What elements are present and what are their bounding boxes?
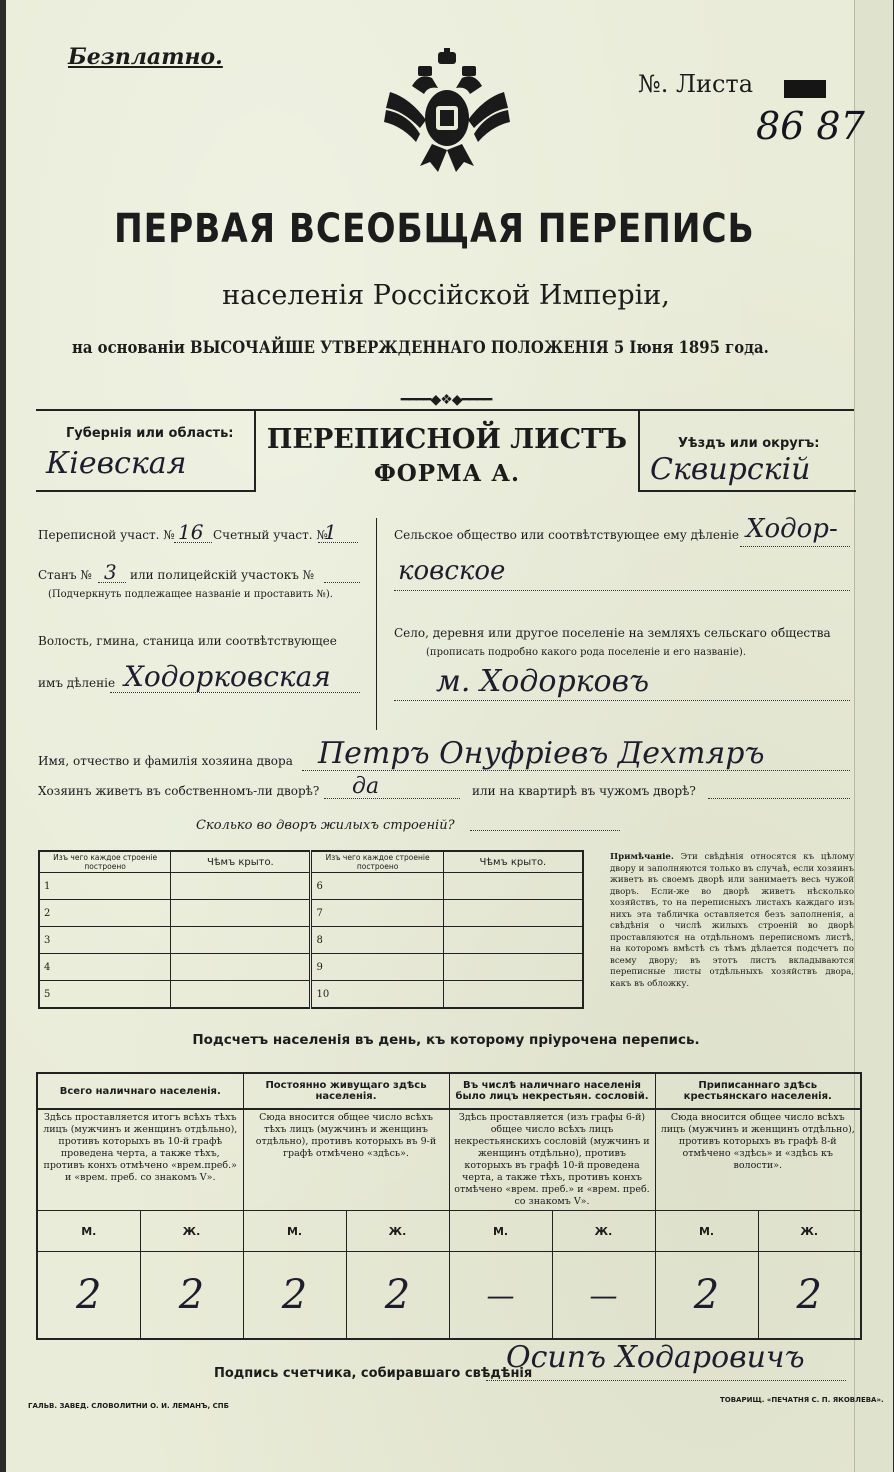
uezd-value: Сквирскій: [650, 452, 811, 487]
table-row: [39, 873, 583, 900]
zh-label: Ж.: [552, 1211, 655, 1252]
m-label: М.: [37, 1211, 140, 1252]
own-yard-line: [324, 798, 460, 799]
row-number: 5: [39, 981, 171, 1009]
owner-value: Петръ Онуфріевъ Дехтяръ: [318, 736, 765, 771]
note-block: [610, 852, 854, 990]
row-number: 4: [39, 954, 171, 981]
table-cell: [443, 873, 583, 900]
volost-label-2: имъ дѣленіе: [38, 676, 116, 690]
schetny-label: Счетный участ. №: [213, 528, 328, 542]
schetny-line: [318, 542, 358, 543]
count-col-header: Въ числѣ наличнаго населенія было лицъ некрестьян. сословій.: [449, 1073, 655, 1109]
m-value: 2: [37, 1252, 140, 1340]
table-cell: [443, 981, 583, 1009]
buildings-label: Сколько во дворъ жилыхъ строеній?: [196, 818, 455, 833]
free-label: Безплатно.: [68, 44, 223, 70]
census-sheet: [6, 0, 886, 1472]
table-row: [39, 981, 583, 1009]
col-material-header-2: Изъ чего каждое строеніе построено: [311, 851, 443, 873]
count-col-desc: Сюда вносится общее число всѣхъ тѣхъ лицъ (мужчинъ и женщинъ отдѣльно), противъ которыхъ въ 9-й графѣ отмѣчено «здѣсь».: [243, 1109, 449, 1211]
table-row: [39, 954, 583, 981]
page-title: ПЕРВАЯ ВСЕОБЩАЯ ПЕРЕПИСЬ: [114, 206, 755, 252]
row-number: 9: [311, 954, 443, 981]
row-number: 2: [39, 900, 171, 927]
printer-right: ТОВАРИЩ. «ПЕЧАТНЯ С. П. ЯКОВЛЕВА».: [720, 1396, 884, 1404]
double-headed-eagle-emblem: [382, 48, 512, 178]
selo-label: Село, деревня или другое поселеніе на земляхъ сельскаго общества: [394, 626, 831, 640]
sheet-number-value: 86 87: [756, 104, 865, 148]
m-value: 2: [655, 1252, 758, 1340]
zh-value: —: [552, 1252, 655, 1340]
buildings-table: [38, 850, 584, 1009]
obshchestvo-line-2: [394, 590, 850, 591]
table-cell: [443, 954, 583, 981]
row-number: 10: [311, 981, 443, 1009]
volost-line: [110, 692, 360, 693]
row-number: 8: [311, 927, 443, 954]
rented-label: или на квартирѣ въ чужомъ дворѣ?: [472, 784, 696, 798]
uezd-label: Уѣздъ или округъ:: [678, 436, 820, 451]
count-title: Подсчетъ населенія въ день, къ которому пріурочена перепись.: [192, 1032, 700, 1048]
printer-left: ГАЛЬВ. ЗАВЕД. СЛОВОЛИТНИ О. И. ЛЕМАНЪ, СПБ: [28, 1402, 229, 1410]
table-cell: [443, 927, 583, 954]
note-text: Эти свѣдѣнія относятся къ цѣлому двору и заполняются только въ случаѣ, если хозяинъ живетъ въ своемъ дворѣ или занимаетъ весь чужой дворъ. Если-же во дворѣ живетъ нѣсколько хозяйствъ, то на переписныхъ листахъ каждаго изъ нихъ эта табличка оставляется безъ заполненія, а свѣдѣнія о числѣ жилыхъ строеній во дворѣ проставляются на отдѣльномъ переписномъ листѣ, на которомъ вмѣстѣ съ тѣмъ дѣлается подсчетъ по всему двору; въ этотъ листъ вкладываются переписные листы отдѣльныхъ хозяйствъ двора, какъ въ обложку.: [610, 852, 854, 989]
basis-line: на основаніи ВЫСОЧАЙШЕ УТВЕРЖДЕННАГО ПОЛОЖЕНІЯ 5 Іюня 1895 года.: [72, 338, 769, 357]
row-number: 1: [39, 873, 171, 900]
row-number: 7: [311, 900, 443, 927]
obshchestvo-line-1: [740, 546, 850, 547]
col-material-header: Изъ чего каждое строеніе построено: [39, 851, 171, 873]
zh-value: 2: [758, 1252, 861, 1340]
gubernia-value: Кіевская: [46, 446, 187, 481]
zh-label: Ж.: [140, 1211, 243, 1252]
signature-value: Осипъ Ходаровичъ: [506, 1340, 805, 1375]
row-number: 6: [311, 873, 443, 900]
form-title: ПЕРЕПИСНОЙ ЛИСТЪ: [266, 424, 628, 455]
stan-value: 3: [104, 560, 117, 584]
m-label: М.: [449, 1211, 552, 1252]
count-col-desc: Здѣсь проставляется итогъ всѣхъ тѣхъ лицъ (мужчинъ и женщинъ отдѣльно), противъ которыхъ въ 10-й графѣ проведена черта, а также тѣхъ, противъ конхъ отмѣчено «врем.преб.» и «врем. преб. со знакомъ V».: [37, 1109, 243, 1211]
m-label: М.: [655, 1211, 758, 1252]
count-col-header: Всего наличнаго населенія.: [37, 1073, 243, 1109]
fields-divider: [376, 518, 377, 730]
row-number: 3: [39, 927, 171, 954]
col-roof-header: Чѣмъ крыто.: [171, 851, 311, 873]
table-row: [39, 900, 583, 927]
signature-label: Подпись счетчика, собиравшаго свѣдѣнія: [214, 1366, 533, 1381]
count-col-header: Приписаннаго здѣсь крестьянскаго населенія.: [655, 1073, 861, 1109]
count-table: [36, 1072, 862, 1340]
obshchestvo-value-2: ковское: [398, 556, 506, 586]
selo-line: [394, 700, 850, 701]
perepisnoy-label: Переписной участ. №: [38, 528, 175, 542]
m-value: —: [449, 1252, 552, 1340]
stan-label: Станъ №: [38, 568, 92, 582]
rented-line: [708, 798, 850, 799]
stan-line: [98, 582, 126, 583]
m-label: М.: [243, 1211, 346, 1252]
zh-label: Ж.: [346, 1211, 449, 1252]
zh-value: 2: [346, 1252, 449, 1340]
m-value: 2: [243, 1252, 346, 1340]
table-cell: [171, 900, 311, 927]
obshchestvo-label: Сельское общество или соотвѣтствующее ему дѣленіе: [394, 528, 739, 542]
volost-value: Ходорковская: [124, 660, 331, 693]
zh-value: 2: [140, 1252, 243, 1340]
table-cell: [171, 927, 311, 954]
form-name: ФОРМА А.: [373, 460, 521, 487]
table-cell: [443, 900, 583, 927]
count-col-desc: Здѣсь проставляется (изъ графы 6-й) общее число всѣхъ лицъ некрестьянскихъ сословій (мужчинъ и женщинъ отдѣльно), противъ которыхъ въ графѣ 10-й проведена черта, а также тѣхъ, противъ конхъ отмѣчено «врем. преб.» и «врем. преб. со знакомъ V».: [449, 1109, 655, 1211]
owner-label: Имя, отчество и фамилія хозяина двора: [38, 754, 293, 768]
col-roof-header-2: Чѣмъ крыто.: [443, 851, 583, 873]
own-yard-value: да: [352, 774, 380, 799]
owner-line: [302, 770, 850, 771]
perepisnoy-line: [174, 542, 212, 543]
table-cell: [171, 873, 311, 900]
perepisnoy-value: 16: [178, 520, 204, 544]
page-subtitle: населенія Россійской Имперіи,: [222, 280, 670, 311]
selo-value: м. Ходорковъ: [436, 664, 650, 699]
sheet-number-label: №. Листа: [638, 70, 754, 98]
table-row: [39, 927, 583, 954]
gubernia-label: Губернія или область:: [66, 426, 234, 441]
selo-note: (прописать подробно какого рода поселеніе и его названіе).: [426, 647, 746, 658]
table-cell: [171, 954, 311, 981]
zh-label: Ж.: [758, 1211, 861, 1252]
police-note: (Подчеркнуть подлежащее названіе и проставить №).: [48, 589, 333, 600]
schetny-value: 1: [324, 520, 337, 544]
sheet-number-strike: [784, 80, 826, 98]
police-label: или полицейскій участокъ №: [130, 568, 315, 582]
count-col-desc: Сюда вносится общее число всѣхъ лицъ (мужчинъ и женщинъ отдѣльно), противъ которыхъ въ графѣ 8-й отмѣчено «здѣсь» и «здѣсь къ волости».: [655, 1109, 861, 1211]
buildings-line: [470, 830, 620, 831]
note-heading: Примѣчаніе.: [610, 852, 674, 862]
ornament-divider: ━━━━◆❖◆━━━━: [400, 392, 492, 408]
count-col-header: Постоянно живущаго здѣсь населенія.: [243, 1073, 449, 1109]
volost-label-1: Волость, гмина, станица или соотвѣтствующее: [38, 634, 337, 648]
police-line: [324, 582, 360, 583]
own-yard-label: Хозяинъ живетъ въ собственномъ-ли дворѣ?: [38, 784, 320, 798]
signature-line: [486, 1380, 846, 1381]
obshchestvo-value-1: Ходор-: [746, 514, 838, 544]
table-cell: [171, 981, 311, 1009]
